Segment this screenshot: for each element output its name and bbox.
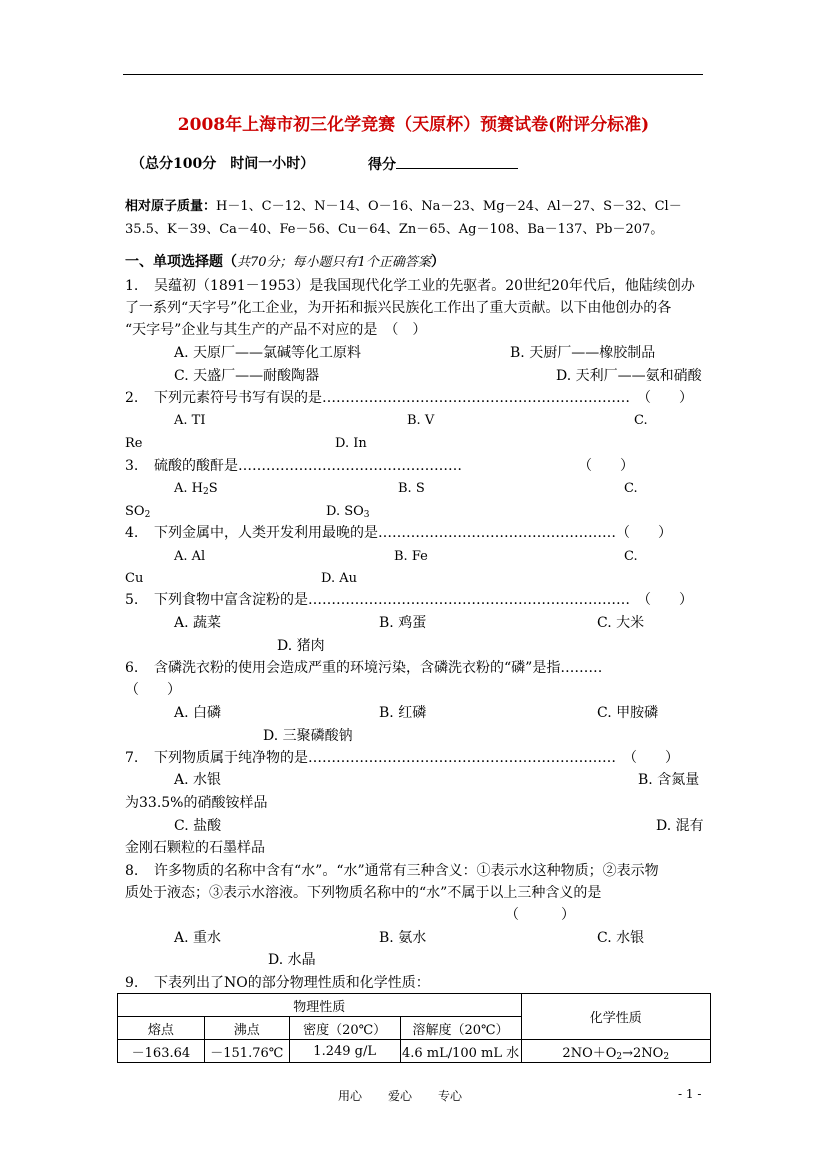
q7-option-b-start[interactable]: B. 含氮量 <box>638 772 700 788</box>
section-title: 一、单项选择题（ <box>125 254 237 270</box>
atomic-mass-label: 相对原子质量： <box>125 199 217 214</box>
footer-motto-1: 用心 <box>338 1089 363 1103</box>
q8-option-b[interactable]: B. 氨水 <box>379 930 427 946</box>
section-close: ） <box>430 254 445 270</box>
q8-answer-paren: （ ） <box>505 907 575 923</box>
q7-option-d-start[interactable]: D. 混有 <box>656 818 704 834</box>
q4-option-d[interactable]: D. Au <box>321 571 357 586</box>
q2-option-b[interactable]: B. V <box>407 413 435 428</box>
section-heading <box>125 252 445 273</box>
col-density: 密度（20℃） <box>289 1017 400 1040</box>
q7-option-c[interactable]: C. 盐酸 <box>174 818 222 834</box>
q4-option-b[interactable]: B. Fe <box>394 549 428 564</box>
score-label: 得分 <box>368 157 396 173</box>
reaction-part1: 2NO＋O <box>562 1045 617 1061</box>
q1-stem-line2: 了一系列“天字号”化工企业，为开拓和振兴民族化工作出了重大贡献。以下由他创办的各 <box>125 300 672 316</box>
q7-option-b-end[interactable]: 为33.5%的硝酸铵样品 <box>125 795 268 811</box>
q3-answer-paren: （ ） <box>578 458 634 474</box>
q3-d-subscript: 3 <box>363 510 370 520</box>
q4-option-a[interactable]: A. Al <box>174 549 206 564</box>
q1-number: 1. <box>125 278 139 294</box>
q5-option-a[interactable]: A. 蔬菜 <box>174 615 222 631</box>
q2-number: 2. <box>125 390 139 406</box>
q3-stem: 硫酸的酸酐是………………………………………… <box>154 458 462 474</box>
q8-number: 8. <box>125 863 139 879</box>
q5-number: 5. <box>125 592 139 608</box>
q1-option-c[interactable]: C. 天盛厂——耐酸陶器 <box>174 368 320 384</box>
footer-motto-3: 专心 <box>438 1089 463 1103</box>
q4-option-c-value[interactable]: Cu <box>125 571 144 586</box>
q3-c-subscript: 2 <box>144 510 151 520</box>
q2-option-a[interactable]: A. TI <box>174 413 206 428</box>
q3-a-text: A. H <box>174 481 203 496</box>
q5-option-b[interactable]: B. 鸡蛋 <box>379 615 427 631</box>
q3-number: 3. <box>125 458 139 474</box>
q3-option-c-value[interactable] <box>125 502 150 522</box>
q1-option-d[interactable]: D. 天利厂——氨和硝酸 <box>556 368 702 384</box>
page-number: - 1 - <box>678 1087 702 1101</box>
q3-option-d[interactable] <box>326 502 370 522</box>
q6-option-c[interactable]: C. 甲胺磷 <box>597 705 659 721</box>
top-rule <box>123 74 703 75</box>
footer-motto-2: 爱心 <box>388 1089 413 1103</box>
q4-number: 4. <box>125 525 139 541</box>
q8-option-d[interactable]: D. 水晶 <box>268 952 316 968</box>
q3-d-text: D. SO <box>326 504 364 519</box>
reaction-arrow: → <box>622 1045 634 1061</box>
score-blank[interactable] <box>396 154 518 169</box>
q8-option-a[interactable]: A. 重水 <box>174 930 222 946</box>
reaction-sub2: 2 <box>663 1051 670 1062</box>
q6-stem: 含磷洗衣粉的使用会造成严重的环境污染，含磷洗衣粉的“磷”是指……… <box>154 660 603 676</box>
score-field <box>368 154 518 175</box>
q8-stem-line1: 许多物质的名称中含有“水”。“水”通常有三种含义：①表示水这种物质；②表示物 <box>154 863 659 879</box>
q7-option-a[interactable]: A. 水银 <box>174 772 222 788</box>
q1-option-b[interactable]: B. 天厨厂——橡胶制品 <box>510 345 656 361</box>
cell-boiling-point: －151.76℃ <box>204 1040 289 1063</box>
cell-solubility: 4.6 mL/100 mL 水 <box>400 1040 521 1063</box>
q6-answer-paren: （ ） <box>125 682 181 698</box>
q4-stem: 下列金属中，人类开发利用最晚的是……………………………………………（ ） <box>154 525 672 541</box>
page-title: 2008年上海市初三化学竞赛（天原杯）预赛试卷(附评分标准) <box>177 115 650 135</box>
q3-a-subscript: 2 <box>203 487 209 497</box>
reaction-part2: 2NO <box>633 1045 664 1061</box>
q6-option-b[interactable]: B. 红磷 <box>379 705 427 721</box>
q5-stem: 下列食物中富含淀粉的是…………………………………………………………… （ ） <box>154 592 693 608</box>
physical-properties-header: 物理性质 <box>118 994 522 1017</box>
col-solubility: 溶解度（20℃） <box>400 1017 521 1040</box>
cell-melting-point: －163.64 <box>118 1040 205 1063</box>
q8-option-c[interactable]: C. 水银 <box>597 930 645 946</box>
chemical-properties-header: 化学性质 <box>521 994 710 1040</box>
q5-option-d[interactable]: D. 猪肉 <box>277 638 325 654</box>
q4-option-c-label[interactable]: C. <box>624 549 638 564</box>
q2-stem: 下列元素符号书写有误的是………………………………………………………… （ ） <box>154 390 693 406</box>
q6-number: 6. <box>125 660 139 676</box>
atomic-mass-line1 <box>125 197 682 217</box>
q1-option-a[interactable]: A. 天原厂——氯碱等化工原料 <box>174 345 362 361</box>
q7-stem: 下列物质属于纯净物的是………………………………………………………… （ ） <box>154 750 679 766</box>
q7-number: 7. <box>125 750 139 766</box>
q6-option-a[interactable]: A. 白磷 <box>174 705 222 721</box>
atomic-mass-values-1: H－1、C－12、N－14、O－16、Na－23、Mg－24、Al－27、S－32、Cl－ <box>216 199 682 214</box>
q3-c-text: SO <box>125 504 145 519</box>
cell-chemical-reaction <box>521 1040 710 1063</box>
q1-stem-line1: 吴蕴初（1891－1953）是我国现代化学工业的先驱者。20世纪20年代后，他陆续创办 <box>154 278 695 294</box>
col-melting-point: 熔点 <box>118 1017 205 1040</box>
q9-number: 9. <box>125 975 139 991</box>
col-boiling-point: 沸点 <box>204 1017 289 1040</box>
q2-option-c-label[interactable]: C. <box>634 413 648 428</box>
q7-option-d-end[interactable]: 金刚石颗粒的石墨样品 <box>125 840 265 856</box>
q2-option-d[interactable]: D. In <box>335 436 367 451</box>
q5-option-c[interactable]: C. 大米 <box>597 615 645 631</box>
q3-option-a[interactable] <box>174 479 218 499</box>
section-note: 共70分；每小题只有1个正确答案 <box>237 255 431 270</box>
q3-option-c-label[interactable]: C. <box>624 481 638 496</box>
atomic-mass-line2: 35.5、K－39、Ca－40、Fe－56、Cu－64、Zn－65、Ag－108、Ba－137、Pb－207。 <box>125 222 664 237</box>
exam-info <box>131 154 314 174</box>
q9-stem: 下表列出了NO的部分物理性质和化学性质： <box>154 975 430 991</box>
cell-density: 1.249 g/L <box>289 1040 400 1063</box>
q3-option-b[interactable]: B. S <box>398 481 425 496</box>
q3-a-end: S <box>208 481 218 496</box>
no-properties-table <box>117 993 711 1063</box>
reaction-sub1: 2 <box>616 1051 623 1062</box>
q6-option-d[interactable]: D. 三聚磷酸钠 <box>263 728 353 744</box>
q2-option-c-value[interactable]: Re <box>125 436 143 451</box>
q8-stem-line2: 质处于液态；③表示水溶液。下列物质名称中的“水”不属于以上三种含义的是 <box>125 885 602 901</box>
q1-stem-line3: “天字号”企业与其生产的产品不对应的是 （ ） <box>125 322 427 338</box>
total-and-time: （总分100分 时间一小时） <box>131 156 315 172</box>
